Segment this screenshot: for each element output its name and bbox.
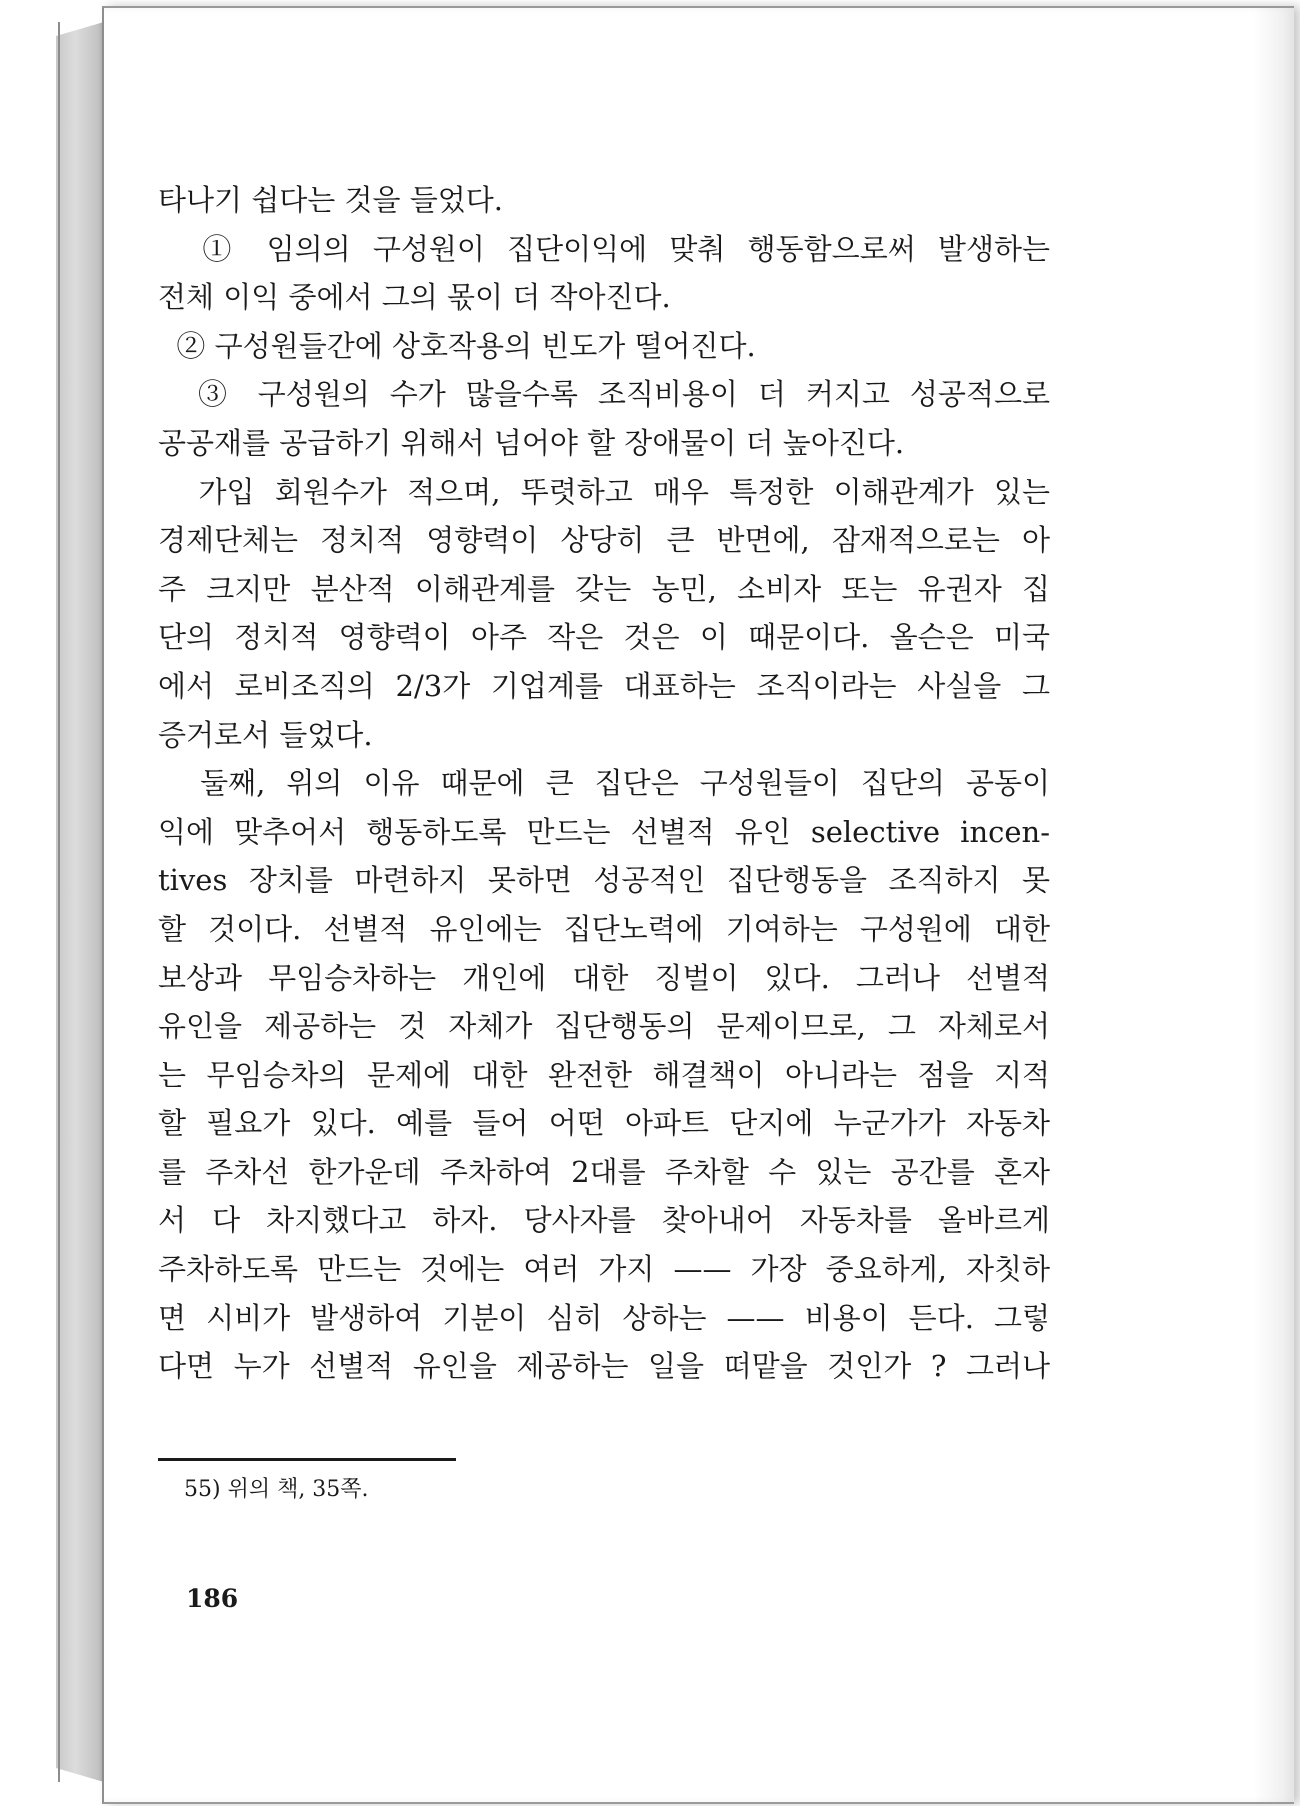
text-line: 할 필요가 있다. 예를 들어 어떤 아파트 단지에 누군가가 자동차 xyxy=(158,1106,1050,1141)
text-line: 다면 누가 선별적 유인을 제공하는 일을 떠맡을 것인가 ? 그러나 xyxy=(158,1349,1050,1384)
text-line: 전체 이익 중에서 그의 몫이 더 작아진다. xyxy=(158,280,671,315)
text-line: ② 구성원들간에 상호작용의 빈도가 떨어진다. xyxy=(158,328,756,363)
text-line: 면 시비가 발생하여 기분이 심히 상하는 —— 비용이 든다. 그렇 xyxy=(158,1300,1050,1335)
text-line: 증거로서 들었다. xyxy=(158,717,373,752)
text-line: 익에 맞추어서 행동하도록 만드는 선별적 유인 selective incen- xyxy=(158,814,1050,849)
text-line: 유인을 제공하는 것 자체가 집단행동의 문제이므로, 그 자체로서 xyxy=(158,1009,1050,1044)
book-spine-edge xyxy=(58,22,60,1782)
book-spine xyxy=(56,22,104,1782)
footnote: 55) 위의 책, 35쪽. xyxy=(184,1477,369,1502)
page-number: 186 xyxy=(186,1584,239,1613)
text-line: 단의 정치적 영향력이 아주 작은 것은 이 때문이다. 올슨은 미국 xyxy=(158,620,1050,655)
text-line: 경제단체는 정치적 영향력이 상당히 큰 반면에, 잠재적으로는 아 xyxy=(158,523,1050,558)
text-line: 할 것이다. 선별적 유인에는 집단노력에 기여하는 구성원에 대한 xyxy=(158,911,1050,946)
text-line: 를 주차선 한가운데 주차하여 2대를 주차할 수 있는 공간를 혼자 xyxy=(158,1154,1050,1189)
text-line: 둘째, 위의 이유 때문에 큰 집단은 구성원들이 집단의 공동이 xyxy=(158,766,1050,801)
text-line: 타나기 쉽다는 것을 들었다. xyxy=(158,183,504,217)
text-line: 보상과 무임승차하는 개인에 대한 징벌이 있다. 그러나 선별적 xyxy=(158,960,1050,995)
text-line: 에서 로비조직의 2/3가 기업계를 대표하는 조직이라는 사실을 그 xyxy=(158,668,1050,703)
text-line: 주차하도록 만드는 것에는 여러 가지 —— 가장 중요하게, 자칫하 xyxy=(158,1252,1050,1287)
text-line: ① 임의의 구성원이 집단이익에 맞춰 행동함으로써 발생하는 xyxy=(158,231,1050,266)
text-line: ③ 구성원의 수가 많을수록 조직비용이 더 커지고 성공적으로 xyxy=(158,377,1050,412)
text-line: 는 무임승차의 문제에 대한 완전한 해결책이 아니라는 점을 지적 xyxy=(158,1057,1050,1092)
text-line: 공공재를 공급하기 위해서 넘어야 할 장애물이 더 높아진다. xyxy=(158,425,905,460)
footnote-rule xyxy=(158,1458,456,1461)
text-line: 서 다 차지했다고 하자. 당사자를 찾아내어 자동차를 올바르게 xyxy=(158,1203,1050,1238)
text-line: tives 장치를 마련하지 못하면 성공적인 집단행동을 조직하지 못 xyxy=(158,863,1050,898)
body-text xyxy=(158,176,1050,1391)
text-line: 가입 회원수가 적으며, 뚜렷하고 매우 특정한 이해관계가 있는 xyxy=(158,474,1050,509)
text-line: 주 크지만 분산적 이해관계를 갖는 농민, 소비자 또는 유권자 집 xyxy=(158,571,1050,606)
page-edge-shadow xyxy=(1254,8,1294,1802)
